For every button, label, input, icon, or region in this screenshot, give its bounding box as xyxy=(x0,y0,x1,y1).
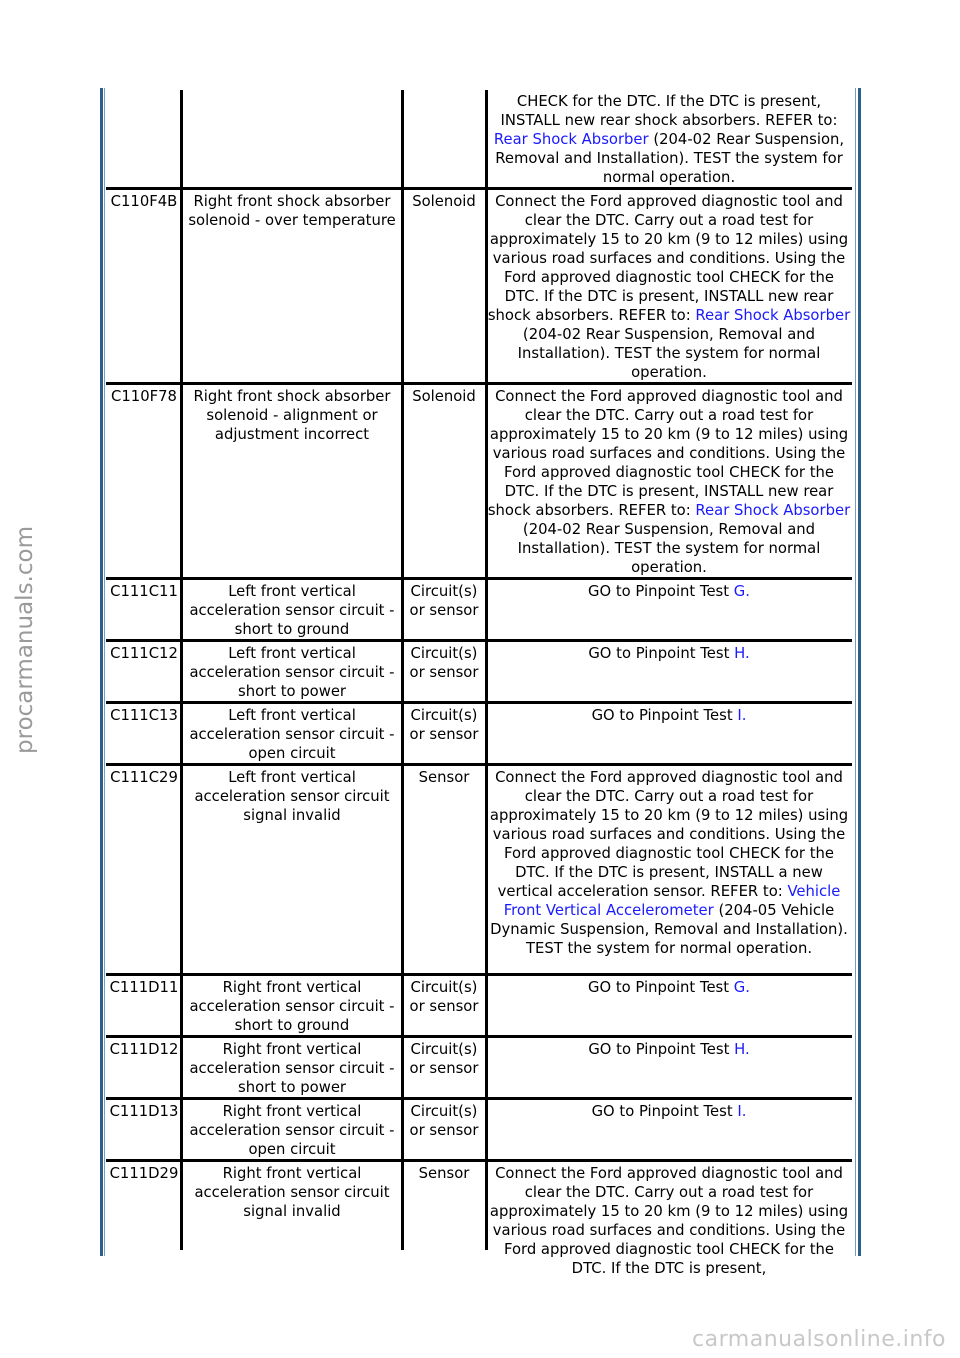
table-row xyxy=(106,579,852,641)
component-cell: Circuit(s) or sensor xyxy=(402,703,486,765)
action-cell xyxy=(486,703,852,765)
action-cell xyxy=(486,1037,852,1099)
table-row xyxy=(106,765,852,975)
description-cell: Left front vertical acceleration sensor circuit - short to ground xyxy=(182,579,402,641)
dtc-code-cell: C111D29 xyxy=(106,1161,182,1281)
pinpoint-test-link[interactable]: G. xyxy=(733,583,750,600)
pinpoint-test-link[interactable]: H. xyxy=(734,645,750,662)
description-cell xyxy=(182,90,402,189)
pinpoint-test-link[interactable]: H. xyxy=(734,1041,750,1058)
table-row xyxy=(106,641,852,703)
table-row xyxy=(106,90,852,189)
action-cell xyxy=(486,1161,852,1281)
description-cell: Left front vertical acceleration sensor circuit - short to power xyxy=(182,641,402,703)
action-cell xyxy=(486,90,852,189)
component-cell: Circuit(s) or sensor xyxy=(402,975,486,1037)
action-text: Connect the Ford approved diagnostic tool and clear the DTC. Carry out a road test for approximately 15 to 20 km (9 to 12 miles) using various road surfaces and conditions. Using the Ford approved diagnostic tool CHECK for the DTC. If the DTC is present, INSTALL new rear shock absorbers. REFER to: xyxy=(487,388,849,519)
dtc-code-cell: C111D12 xyxy=(106,1037,182,1099)
dtc-code-cell: C111D11 xyxy=(106,975,182,1037)
page-frame-right-inner xyxy=(855,88,856,1256)
component-cell: Sensor xyxy=(402,1161,486,1281)
dtc-code-cell: C110F78 xyxy=(106,384,182,579)
description-cell: Left front vertical acceleration sensor circuit signal invalid xyxy=(182,765,402,975)
component-cell: Circuit(s) or sensor xyxy=(402,1099,486,1161)
dtc-code-cell: C111C13 xyxy=(106,703,182,765)
action-cell xyxy=(486,975,852,1037)
description-cell: Right front shock absorber solenoid - alignment or adjustment incorrect xyxy=(182,384,402,579)
table-row xyxy=(106,189,852,384)
component-cell xyxy=(402,90,486,189)
dtc-code-cell: C111D13 xyxy=(106,1099,182,1161)
action-text: GO to Pinpoint Test xyxy=(588,979,734,996)
component-cell: Circuit(s) or sensor xyxy=(402,641,486,703)
dtc-code-cell xyxy=(106,90,182,189)
component-cell: Circuit(s) or sensor xyxy=(402,1037,486,1099)
footer-watermark: carmanualsonline.info xyxy=(692,1327,946,1352)
component-cell: Sensor xyxy=(402,765,486,975)
description-cell: Right front vertical acceleration sensor circuit - short to power xyxy=(182,1037,402,1099)
reference-link[interactable]: Rear Shock Absorber xyxy=(695,502,851,519)
action-cell xyxy=(486,641,852,703)
reference-link[interactable]: Rear Shock Absorber xyxy=(493,131,649,148)
pinpoint-test-link[interactable]: I. xyxy=(737,707,747,724)
dtc-code-cell: C111C11 xyxy=(106,579,182,641)
table-row xyxy=(106,1099,852,1161)
action-cell xyxy=(486,189,852,384)
reference-link[interactable]: Rear Shock Absorber xyxy=(695,307,851,324)
action-cell xyxy=(486,384,852,579)
action-text: CHECK for the DTC. If the DTC is present, INSTALL new rear shock absorbers. REFER to: xyxy=(500,93,838,129)
action-text-after: (204-02 Rear Suspension, Removal and Installation). TEST the system for normal operation. xyxy=(517,521,821,576)
action-text: GO to Pinpoint Test xyxy=(591,707,738,724)
action-text-after: (204-05 Vehicle Dynamic Suspension, Removal and Installation). TEST the system for normal operation. xyxy=(490,902,848,957)
component-cell: Circuit(s) or sensor xyxy=(402,579,486,641)
description-cell: Right front vertical acceleration sensor circuit - short to ground xyxy=(182,975,402,1037)
page-frame-left xyxy=(100,88,103,1256)
component-cell: Solenoid xyxy=(402,384,486,579)
watermark-text: procarmanuals.com xyxy=(12,526,38,754)
dtc-code-cell: C110F4B xyxy=(106,189,182,384)
dtc-code-cell: C111C12 xyxy=(106,641,182,703)
action-text: Connect the Ford approved diagnostic tool and clear the DTC. Carry out a road test for approximately 15 to 20 km (9 to 12 miles) using various road surfaces and conditions. Using the Ford approved diagnostic tool CHECK for the DTC. If the DTC is present, INSTALL a new vertical acceleration sensor. REFER to: xyxy=(489,769,849,900)
action-cell xyxy=(486,1099,852,1161)
action-cell xyxy=(486,765,852,975)
action-text: GO to Pinpoint Test xyxy=(588,1041,735,1058)
table-row xyxy=(106,384,852,579)
action-text: Connect the Ford approved diagnostic tool and clear the DTC. Carry out a road test for approximately 15 to 20 km (9 to 12 miles) using various road surfaces and conditions. Using the Ford approved diagnostic tool CHECK for the DTC. If the DTC is present, xyxy=(489,1165,849,1277)
table-row xyxy=(106,1161,852,1281)
action-cell xyxy=(486,579,852,641)
dtc-table-body xyxy=(106,90,852,1281)
action-text: GO to Pinpoint Test xyxy=(591,1103,738,1120)
action-text: GO to Pinpoint Test xyxy=(588,583,734,600)
table-row xyxy=(106,975,852,1037)
action-text: GO to Pinpoint Test xyxy=(588,645,735,662)
action-text: Connect the Ford approved diagnostic tool and clear the DTC. Carry out a road test for approximately 15 to 20 km (9 to 12 miles) using various road surfaces and conditions. Using the Ford approved diagnostic tool CHECK for the DTC. If the DTC is present, INSTALL new rear shock absorbers. REFER to: xyxy=(487,193,849,324)
component-cell: Solenoid xyxy=(402,189,486,384)
pinpoint-test-link[interactable]: I. xyxy=(737,1103,747,1120)
description-cell: Right front vertical acceleration sensor circuit signal invalid xyxy=(182,1161,402,1281)
description-cell: Right front shock absorber solenoid - over temperature xyxy=(182,189,402,384)
action-text-after: (204-02 Rear Suspension, Removal and Installation). TEST the system for normal operation. xyxy=(517,326,821,381)
dtc-code-cell: C111C29 xyxy=(106,765,182,975)
page-frame-right xyxy=(858,88,861,1256)
table-row xyxy=(106,703,852,765)
action-text-after: (204-02 Rear Suspension, Removal and Installation). TEST the system for normal operation. xyxy=(495,131,845,186)
page-frame-left-inner xyxy=(104,88,105,1256)
dtc-table xyxy=(106,90,852,1281)
reference-link[interactable]: Vehicle Front Vertical Accelerometer xyxy=(503,883,841,919)
pinpoint-test-link[interactable]: G. xyxy=(733,979,750,996)
table-row xyxy=(106,1037,852,1099)
description-cell: Left front vertical acceleration sensor circuit - open circuit xyxy=(182,703,402,765)
description-cell: Right front vertical acceleration sensor circuit - open circuit xyxy=(182,1099,402,1161)
side-watermark xyxy=(0,480,50,800)
